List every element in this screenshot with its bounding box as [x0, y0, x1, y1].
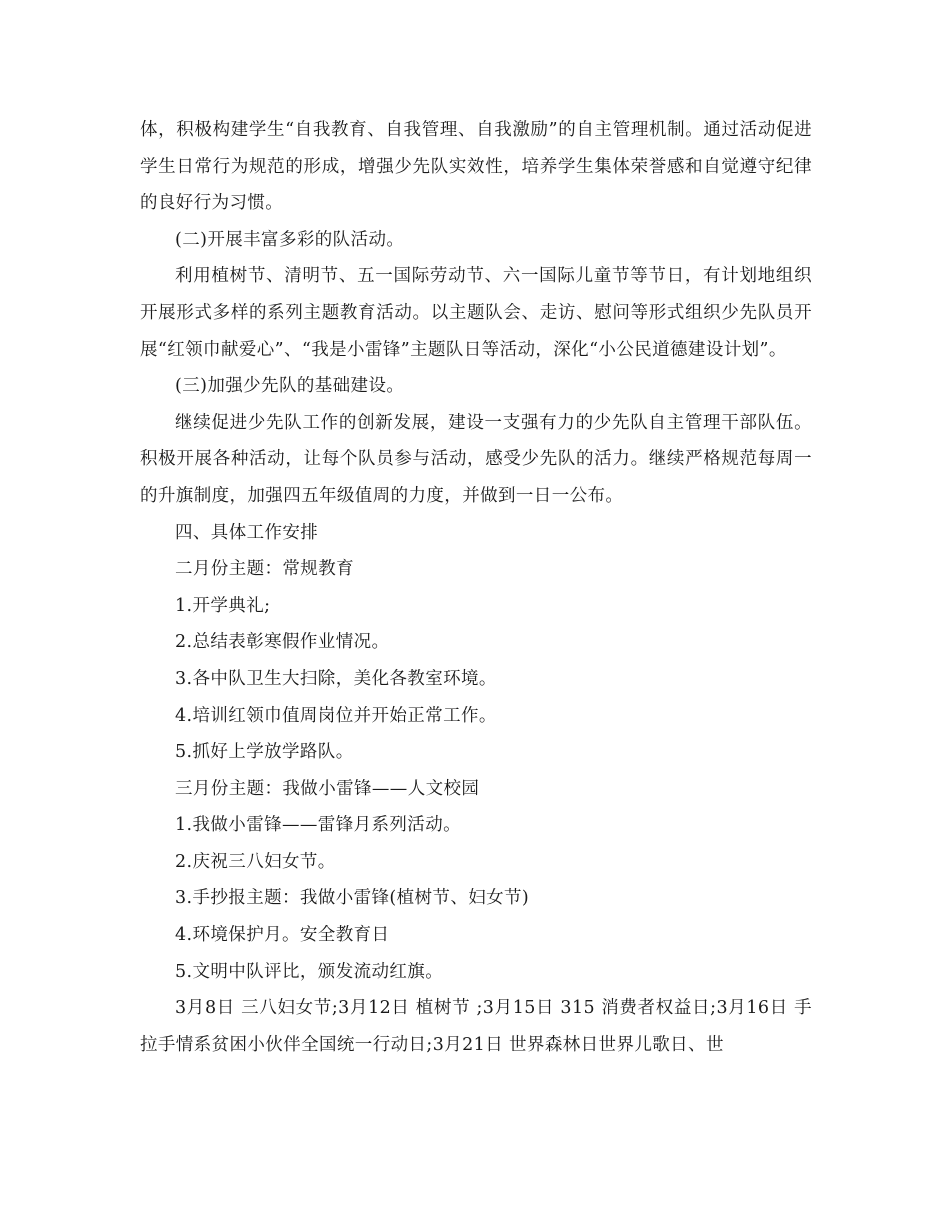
paragraph-2: (二)开展丰富多彩的队活动。	[175, 229, 405, 250]
march-dates-paragraph: 3月8日 三八妇女节;3月12日 植树节 ;3月15日 315 消费者权益日;3月16日 手拉手情系贫困小伙伴全国统一行动日;3月21日 世界森林日世界儿歌日、世	[140, 998, 812, 1055]
paragraph-4: (三)加强少先队的基础建设。	[175, 376, 405, 397]
document-page	[140, 112, 812, 1063]
list-item: 3.各中队卫生大扫除，美化各教室环境。	[175, 668, 497, 689]
paragraph-5: 继续促进少先队工作的创新发展，建设一支强有力的少先队自主管理干部队伍。积极开展各种活动，让每个队员参与活动，感受少先队的活力。继续严格规范每周一的升旗制度，加强四五年级值周的力度，并做到一日一公布。	[140, 412, 812, 506]
march-theme: 三月份主题：我做小雷锋——人文校园	[175, 778, 480, 799]
list-item: 3.手抄报主题：我做小雷锋(植树节、妇女节)	[175, 888, 530, 909]
paragraph-3: 利用植树节、清明节、五一国际劳动节、六一国际儿童节等节日，有计划地组织开展形式多样的系列主题教育活动。以主题队会、走访、慰问等形式组织少先队员开展“红领巾献爱心”、“我是小雷锋”主题队日等活动，深化“小公民道德建设计划”。	[140, 266, 812, 360]
section-heading: 四、具体工作安排	[175, 522, 319, 543]
list-item: 5.抓好上学放学路队。	[175, 742, 354, 763]
paragraph-1: 体，积极构建学生“自我教育、自我管理、自我激励”的自主管理机制。通过活动促进学生日常行为规范的形成，增强少先队实效性，培养学生集体荣誉感和自觉遵守纪律的良好行为习惯。	[140, 120, 812, 214]
list-item: 1.我做小雷锋——雷锋月系列活动。	[175, 815, 461, 836]
list-item: 2.庆祝三八妇女节。	[175, 851, 336, 872]
february-theme: 二月份主题：常规教育	[175, 559, 354, 580]
list-item: 5.文明中队评比，颁发流动红旗。	[175, 961, 444, 982]
list-item: 2.总结表彰寒假作业情况。	[175, 632, 390, 653]
list-item: 4.环境保护月。安全教育日	[175, 925, 390, 946]
list-item: 1.开学典礼;	[175, 595, 271, 616]
list-item: 4.培训红领巾值周岗位并开始正常工作。	[175, 705, 497, 726]
